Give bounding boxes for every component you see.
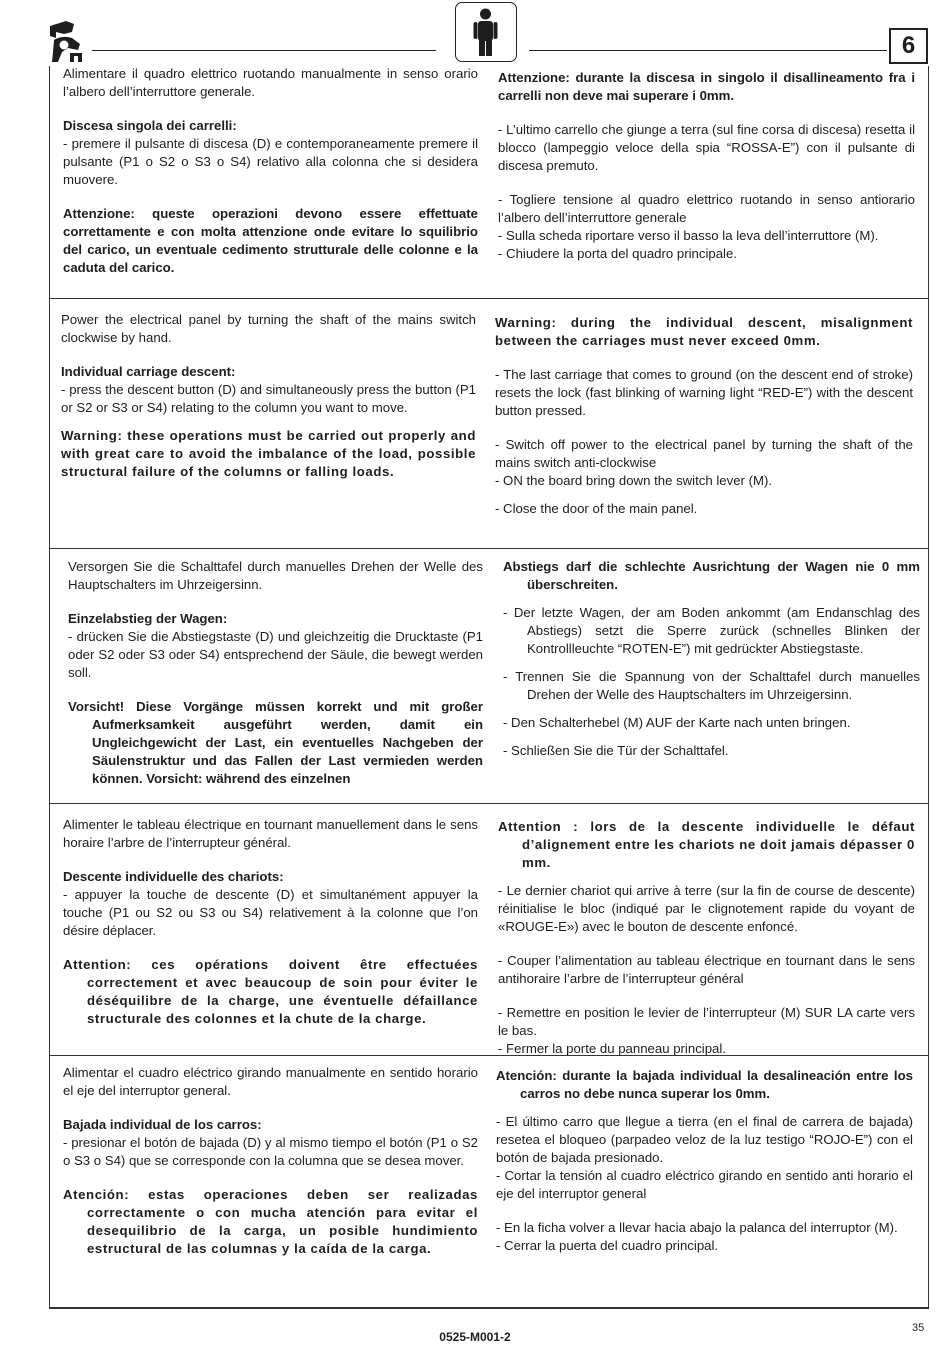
section-divider-fr [49,803,929,804]
es-step-close: - Cerrar la puerta del cuadro principal. [496,1238,719,1253]
en-heading: Individual carriage descent: [61,364,236,379]
es-step-power-off: - Cortar la tensión al cuadro eléctrico girando en sentido anti horario el eje del interruptor general [496,1168,913,1201]
operator-icon [455,2,517,62]
de-alignment-warning: Abstiegs darf die schlechte Ausrichtung der Wagen nie 0 mm überschreiten. [503,559,920,592]
section-de-left [68,558,483,788]
it-step-reset: - L’ultimo carrello che giunge a terra (sul fine corsa di discesa) resetta il blocco (lampeggio veloce della spia “ROSSA-E”) con il pulsante di discesa premuto. [498,122,915,173]
en-step-reset: - The last carriage that comes to ground (on the descent end of stroke) resets the lock (fast blinking of warning light “RED-E”) with the descent button pressed. [495,367,913,418]
en-step-lever: - ON the board bring down the switch lever (M). [495,473,773,488]
it-step-power-off: - Togliere tensione al quadro elettrico ruotando in senso antiorario l’albero dell’interruttore generale [498,192,915,225]
it-warning: Attenzione: queste operazioni devono essere effettuate correttamente e con molta attenzione onde evitare lo squilibrio del carico, un eventuale cedimento strutturale delle colonne e la caduta del carico. [63,206,478,275]
es-alignment-warning: Atención: durante la bajada individual la desalineación entre los carros no debe nunca superar los 0mm. [496,1068,913,1101]
section-de-right [503,558,920,760]
fr-instruction: - appuyer la touche de descente (D) et simultanément appuyer la touche (P1 ou S2 ou S3 ou S4) relativement à la colonne que l’on désire déplacer. [63,887,478,938]
fr-step-close: - Fermer la porte du panneau principal. [498,1041,726,1056]
de-instruction: - drücken Sie die Abstiegstaste (D) und gleichzeitig die Drucktaste (P1 oder S2 oder S3 oder S4) entsprechend der Säule, die bewegt werden soll. [68,629,483,680]
section-fr-left [63,816,478,1028]
fr-step-power-off: - Couper l’alimentation au tableau électrique en tournant dans le sens antihoraire l’arbre de l’interrupteur général [498,953,915,986]
es-heading: Bajada individual de los carros: [63,1117,262,1132]
chapter-number: 6 [889,28,928,64]
en-alignment-warning: Warning: during the individual descent, misalignment between the carriages must never exceed 0mm. [495,315,913,348]
fr-intro: Alimenter le tableau électrique en tournant manuellement dans le sens horaire l’arbre de l’interrupteur général. [63,817,478,850]
manufacturer-logo-icon [44,20,86,64]
de-step-power-off: - Trennen Sie die Spannung von der Schalttafel durch manuelles Drehen der Welle des Hauptschalters im Uhrzeigersinn. [503,669,920,702]
en-instruction: - press the descent button (D) and simultaneously press the button (P1 or S2 or S3 or S4) relating to the column you want to move. [61,382,476,415]
fr-step-lever: - Remettre en position le levier de l’interrupteur (M) SUR LA carte vers le bas. [498,1005,915,1038]
en-warning: Warning: these operations must be carried out properly and with great care to avoid the imbalance of the load, possible structural failure of the columns or falling loads. [61,428,476,479]
page-number: 35 [912,1322,925,1334]
en-intro: Power the electrical panel by turning the shaft of the mains switch clockwise by hand. [61,312,476,345]
fr-step-reset: - Le dernier chariot qui arrive à terre (sur la fin de course de descente) réinitialise le bloc (indiqué par le clignotement rapide du voyant de «ROUGE-E») avec le bouton de descente enfoncé. [498,883,915,934]
es-warning: Atención: estas operaciones deben ser realizadas correctamente o con mucha atención para evitar el desequilibrio de la carga, un posible hundimiento estructural de las columnas y la caída de la carga. [63,1187,478,1256]
it-heading: Discesa singola dei carrelli: [63,118,237,133]
es-intro: Alimentar el cuadro eléctrico girando manualmente en sentido horario el eje del interruptor general. [63,1065,478,1098]
section-en-right [495,314,913,518]
fr-warning: Attention: ces opérations doivent être effectuées correctement et avec beaucoup de soin pour éviter le déséquilibre de la charge, une éventuelle défaillance structurale des colonnes et la chute de la charge. [63,957,478,1026]
section-it-right [498,69,915,263]
it-intro: Alimentare il quadro elettrico ruotando manualmente in senso orario l’albero dell’interruttore generale. [63,66,478,99]
es-step-reset: - El último carro que llegue a tierra (en el final de carrera de bajada) resetea el bloqueo (parpadeo veloz de la luz testigo “ROJO-E”) con el botón de bajada presionado. [496,1114,913,1165]
section-it-left [63,65,478,277]
section-divider-en [49,298,929,299]
header-rule-right [529,50,887,51]
document-code: 0525-M001-2 [439,1330,511,1344]
it-step-lever: - Sulla scheda riportare verso il basso la leva dell’interruttore (M). [498,228,879,243]
fr-heading: Descente individuelle des chariots: [63,869,284,884]
en-step-close: - Close the door of the main panel. [495,501,698,516]
it-instruction: - premere il pulsante di discesa (D) e contemporaneamente premere il pulsante (P1 o S2 o S3 o S4) relativo alla colonna che si desidera muovere. [63,136,478,187]
header-rule-left [92,50,436,51]
section-divider-de [49,548,929,549]
de-intro: Versorgen Sie die Schalttafel durch manuelles Drehen der Welle des Hauptschalters im Uhrzeigersinn. [68,559,483,592]
de-step-lever: - Den Schalterhebel (M) AUF der Karte nach unten bringen. [503,715,851,730]
es-step-lever: - En la ficha volver a llevar hacia abajo la palanca del interruptor (M). [496,1220,898,1235]
de-heading: Einzelabstieg der Wagen: [68,611,228,626]
section-fr-right [498,818,915,1058]
section-en-left [61,311,476,481]
de-step-close: - Schließen Sie die Tür der Schalttafel. [503,743,729,758]
es-instruction: - presionar el botón de bajada (D) y al mismo tiempo el botón (P1 o S2 o S3 o S4) que se corresponde con la columna que se desea mover. [63,1135,478,1168]
section-es-left [63,1064,478,1258]
fr-alignment-warning: Attention : lors de la descente individuelle le défaut d’alignement entre les chariots ne doit jamais dépasser 0 mm. [498,819,915,870]
section-es-right [496,1067,913,1255]
it-step-close: - Chiudere la porta del quadro principale. [498,246,737,261]
de-step-reset: - Der letzte Wagen, der am Boden ankommt (am Endanschlag des Abstiegs) setzt die Sperre zurück (schnelles Blinken der Kontrollleuchte “ROTEN-E”) mit gedrückter Abstiegstaste. [503,605,920,656]
it-alignment-warning: Attenzione: durante la discesa in singolo il disallineamento fra i carrelli non deve mai superare i 0mm. [498,70,915,103]
de-warning: Vorsicht! Diese Vorgänge müssen korrekt und mit großer Aufmerksamkeit ausgeführt werden, damit ein Ungleichgewicht der Last, ein eventuelles Nachgeben der Säulenstruktur und das Fallen der Last vermieden werden können. Vorsicht: während des einzelnen [68,699,483,786]
en-step-power-off: - Switch off power to the electrical panel by turning the shaft of the mains switch anti-clockwise [495,437,913,470]
